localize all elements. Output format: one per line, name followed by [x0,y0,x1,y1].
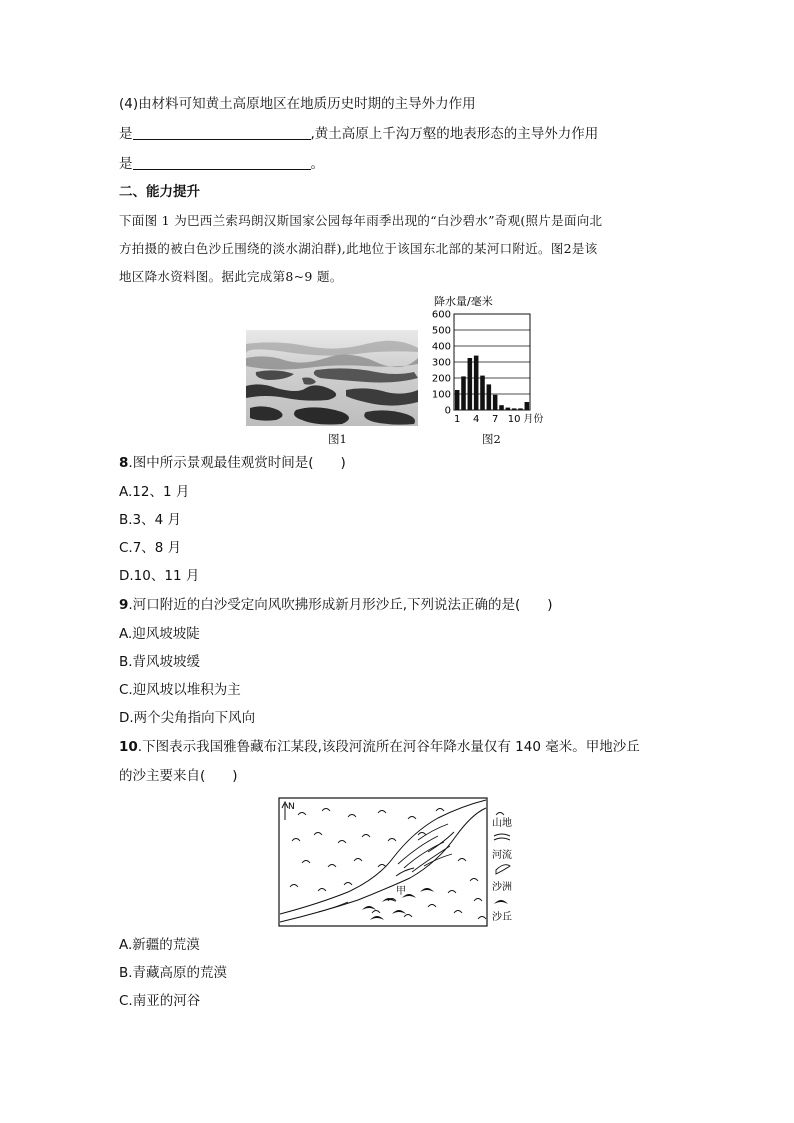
legend-mountain: 山地 [492,818,512,829]
bar-month-4 [474,356,479,410]
bar-month-5 [480,376,485,410]
map-legend [492,813,512,924]
bar-month-6 [487,384,492,410]
ytick-label: 400 [431,341,451,353]
q4-answer-blank-2[interactable] [133,155,311,170]
ytick-label: 100 [431,389,451,401]
q8-option-b[interactable]: B.3、4 月 [119,512,182,528]
q10-option-b[interactable]: B.青藏高原的荒漠 [119,965,228,981]
ytick-label: 200 [431,373,451,385]
q9-option-a[interactable]: A.迎风坡坡陡 [119,626,200,642]
q4-line2-prefix: 是 [119,126,133,142]
q9-option-b[interactable]: B.背风坡坡缓 [119,654,201,670]
legend-sandbar: 沙洲 [492,882,512,893]
figure1-caption: 图1 [328,432,347,446]
xtick-label: 10 [507,414,521,425]
section-title: 二、能力提升 [119,184,200,200]
q4-line1: (4)由材料可知黄土高原地区在地质历史时期的主导外力作用 [119,96,476,112]
q9-option-d[interactable]: D.两个尖角指向下风向 [119,710,256,726]
bar-month-1 [455,390,460,410]
q4-line3-suffix: 。 [310,156,324,172]
chart-ylabel: 降水量/毫米 [434,295,493,308]
place-jia-label: 甲 [396,886,406,897]
q8-option-c[interactable]: C.7、8 月 [119,540,182,556]
xtick-label: 1 [453,414,461,425]
q10-stem-text: .下图表示我国雅鲁藏布江某段,该段河流所在河谷年降水量仅有 140 毫米。甲地沙丘 [137,739,640,755]
q8-option-d[interactable]: D.10、11 月 [119,568,200,584]
q8-number: 8 [119,455,129,471]
north-label: N [288,802,295,812]
q4-answer-blank-1[interactable] [133,125,311,140]
intro-line1: 下面图 1 为巴西兰索玛朗汉斯国家公园每年雨季出现的“白沙碧水”奇观(照片是面向北 [119,213,603,228]
ytick-label: 600 [431,309,451,321]
q4-line2-suffix: ,黄土高原上千沟万壑的地表形态的主导外力作用 [310,126,599,142]
q4-line3-prefix: 是 [119,156,133,172]
xaxis-unit-label: 月份 [523,414,544,425]
q4-line3 [119,155,324,173]
q9-stem-text: .河口附近的白沙受定向风吹拂形成新月形沙丘,下列说法正确的是( ) [128,597,553,613]
q10-stem-line2: 的沙主要来自( ) [119,768,238,784]
q9-option-c[interactable]: C.迎风坡以堆积为主 [119,682,241,698]
xtick-label: 4 [472,414,480,425]
map-frame [279,798,487,926]
bar-month-3 [468,358,473,410]
xtick-label: 7 [491,414,499,425]
q4-line2 [119,125,598,143]
legend-river: 河流 [492,850,512,861]
bar-month-12 [525,402,530,410]
q10-stem-line1 [119,738,640,756]
q8-stem-text: .图中所示景观最佳观赏时间是( ) [128,455,346,471]
q8-stem [119,454,346,472]
q9-number: 9 [119,597,129,613]
q10-number: 10 [119,739,138,755]
ytick-label: 300 [431,357,451,369]
legend-dune: 沙丘 [492,912,512,923]
q10-option-c[interactable]: C.南亚的河谷 [119,993,201,1009]
q10-option-a[interactable]: A.新疆的荒漠 [119,937,200,953]
bar-month-8 [499,405,504,410]
q9-stem [119,596,553,614]
ytick-label: 0 [444,405,451,417]
q8-option-a[interactable]: A.12、1 月 [119,484,190,500]
river-map [278,796,528,930]
bar-month-7 [493,395,498,410]
figure2-caption: 图2 [482,432,501,446]
ytick-label: 500 [431,325,451,337]
intro-line3: 地区降水资料图。据此完成第8~9 题。 [119,269,343,284]
figure2-precipitation-chart [420,294,570,432]
figure1-photo [246,330,418,426]
intro-line2: 方拍摄的被白色沙丘围绕的淡水湖泊群),此地位于该国东北部的某河口附近。图2是该 [119,241,598,256]
bar-month-2 [461,376,466,410]
